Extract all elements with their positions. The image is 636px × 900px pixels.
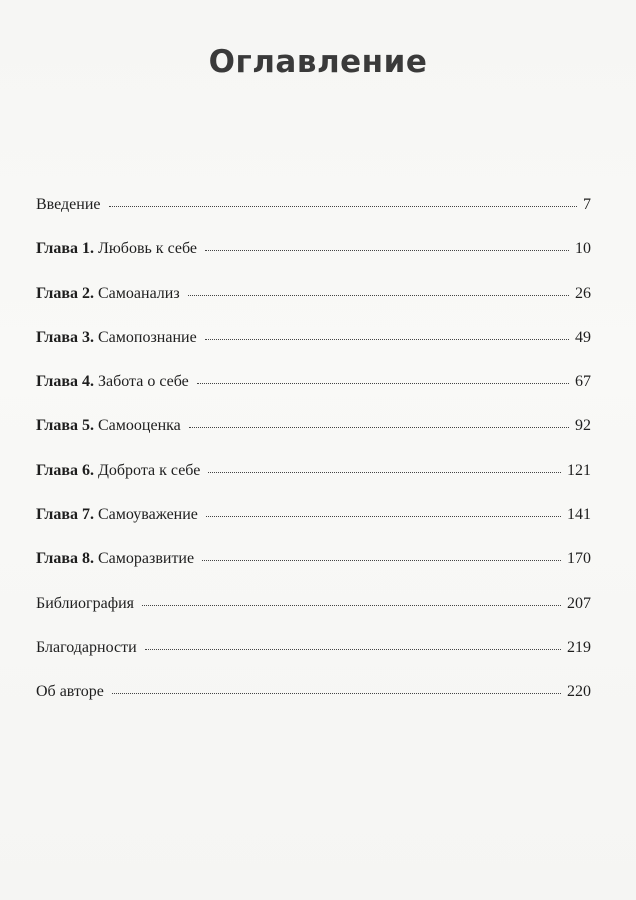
dot-leader <box>208 472 561 473</box>
dot-leader <box>109 206 578 207</box>
toc-entry-chapter-5 <box>36 417 591 461</box>
entry-title: Благодарности <box>36 638 137 656</box>
toc-entry-chapter-4 <box>36 373 591 417</box>
chapter-label: Глава 1. <box>36 240 94 258</box>
page-title: Оглавление <box>208 44 428 80</box>
chapter-label: Глава 7. <box>36 506 94 524</box>
page-number: 220 <box>567 683 591 701</box>
page-number: 7 <box>583 196 591 213</box>
entry-title: Самоанализ <box>98 284 180 302</box>
table-of-contents <box>36 196 591 728</box>
dot-leader <box>145 649 561 650</box>
toc-entry-chapter-1 <box>36 240 591 284</box>
chapter-label: Глава 6. <box>36 461 94 479</box>
toc-entry-chapter-7 <box>36 506 591 550</box>
toc-entry-acknowledgements <box>36 639 591 683</box>
dot-leader <box>206 516 561 517</box>
toc-entry-about-author <box>36 683 591 727</box>
page-number: 92 <box>575 417 591 435</box>
entry-title: Саморазвитие <box>98 550 195 568</box>
chapter-label: Глава 2. <box>36 284 94 302</box>
entry-title: Самоуважение <box>98 506 198 524</box>
chapter-label: Глава 3. <box>36 328 94 346</box>
dot-leader <box>197 383 569 384</box>
page-number: 26 <box>575 284 591 302</box>
entry-title: Библиография <box>36 594 134 612</box>
entry-title: Доброта к себе <box>98 461 201 479</box>
dot-leader <box>202 560 561 561</box>
chapter-label: Глава 5. <box>36 417 94 435</box>
entry-title: Самопознание <box>98 328 197 346</box>
page-number: 207 <box>567 594 591 612</box>
page-number: 170 <box>567 550 591 568</box>
page-number: 10 <box>575 240 591 258</box>
chapter-label: Глава 8. <box>36 550 94 568</box>
entry-title: Забота о себе <box>98 373 189 391</box>
toc-entry-chapter-8 <box>36 550 591 594</box>
dot-leader <box>142 605 561 606</box>
toc-entry-bibliography <box>36 595 591 639</box>
page-number: 121 <box>567 461 591 479</box>
page-number: 141 <box>567 506 591 524</box>
toc-entry-chapter-2 <box>36 285 591 329</box>
toc-entry-chapter-3 <box>36 329 591 373</box>
dot-leader <box>205 339 569 340</box>
dot-leader <box>189 427 569 428</box>
toc-entry-introduction <box>36 196 591 240</box>
entry-title: Любовь к себе <box>98 240 197 258</box>
entry-title: Об авторе <box>36 683 104 701</box>
entry-title: Самооценка <box>98 417 181 435</box>
dot-leader <box>205 250 569 251</box>
page-number: 219 <box>567 638 591 656</box>
chapter-label: Глава 4. <box>36 373 94 391</box>
dot-leader <box>112 693 561 694</box>
page-number: 49 <box>575 328 591 346</box>
toc-entry-chapter-6 <box>36 462 591 506</box>
entry-title: Введение <box>36 196 101 213</box>
dot-leader <box>188 295 569 296</box>
page-number: 67 <box>575 373 591 391</box>
